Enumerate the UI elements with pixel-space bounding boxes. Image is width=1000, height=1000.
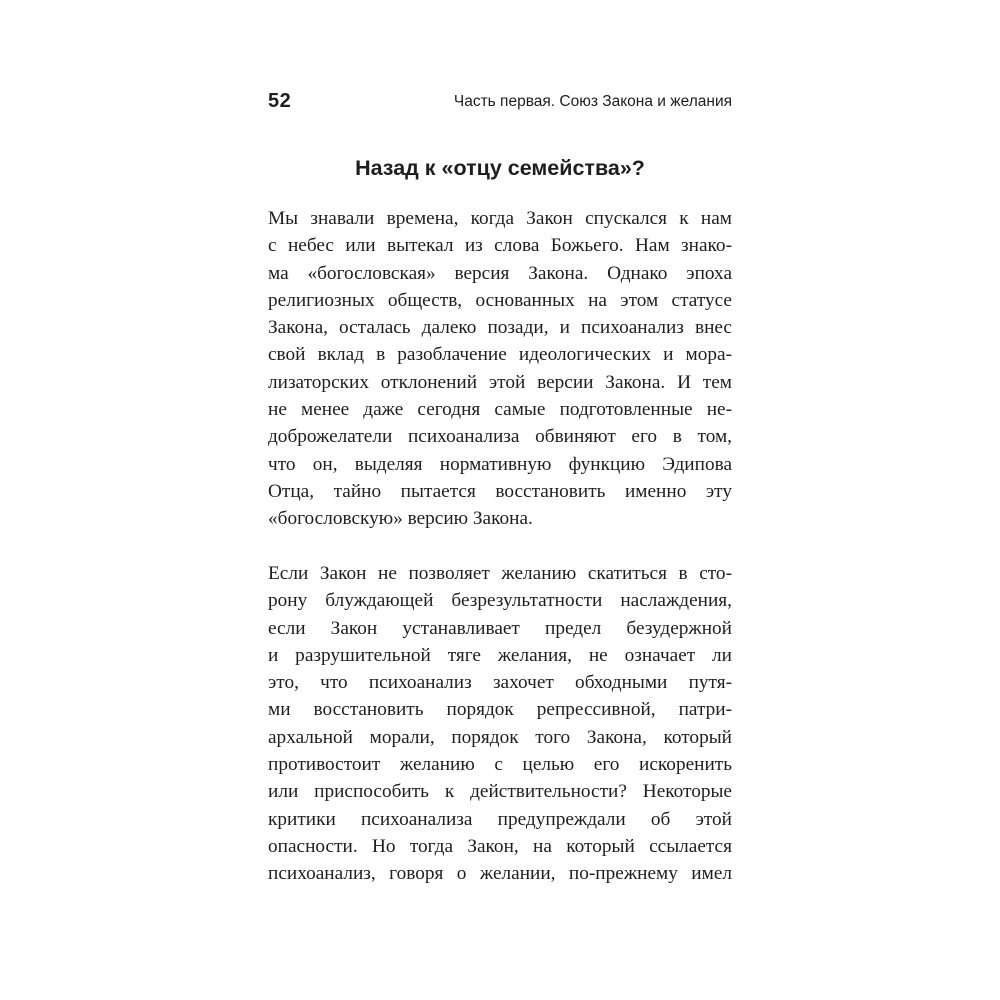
page-number: 52 <box>268 90 292 112</box>
text-line: противостоит желанию с целью его искоренить <box>268 754 732 776</box>
text-line: критики психоанализа предупреждали об этой <box>268 808 732 830</box>
text-line: Закона, осталась далеко позади, и психоанализ внес <box>268 317 732 339</box>
text-line: не менее даже сегодня самые подготовленные не- <box>268 399 732 421</box>
text-line: доброжелатели психоанализа обвиняют его в том, <box>268 426 732 448</box>
text-line: или приспособить к действительности? Некоторые <box>268 781 732 803</box>
text-line: архальной морали, порядок того Закона, который <box>268 726 732 748</box>
text-line: свой вклад в разоблачение идеологических и мора- <box>268 344 732 366</box>
text-line: психоанализ, говоря о желании, по-прежнему имел <box>268 863 732 885</box>
text-line: с небес или вытекал из слова Божьего. Нам знако- <box>268 235 732 257</box>
text-line: Если Закон не позволяет желанию скатиться в сто- <box>268 563 732 584</box>
text-line: опасности. Но тогда Закон, на который ссылается <box>268 835 732 857</box>
text-line: Отца, тайно пытается восстановить именно эту <box>268 480 732 502</box>
running-title: Часть первая. Союз Закона и желания <box>453 93 732 110</box>
text-line: это, что психоанализ захочет обходными путя- <box>268 672 732 694</box>
section-heading: Назад к «отцу семейства»? <box>355 156 645 180</box>
paragraph-2 <box>268 560 732 888</box>
text-line: «богословскую» версию Закона. <box>268 508 533 530</box>
text-line: и разрушительной тяге желания, не означает ли <box>268 644 732 666</box>
text-line: что он, выделяя нормативную функцию Эдипова <box>268 453 732 475</box>
paragraph-1 <box>268 205 732 533</box>
text-line: религиозных обществ, основанных на этом статусе <box>268 289 732 311</box>
text-line: если Закон устанавливает предел безудержной <box>268 617 732 639</box>
text-line: лизаторских отклонений этой версии Закона. И тем <box>268 371 732 393</box>
running-header <box>268 86 732 116</box>
text-line: рону блуждающей безрезультатности наслаждения, <box>268 590 732 612</box>
text-line: Мы знавали времена, когда Закон спускался к нам <box>268 208 732 229</box>
text-line: ма «богословская» версия Закона. Однако эпоха <box>268 262 732 284</box>
text-line: ми восстановить порядок репрессивной, патри- <box>268 699 732 721</box>
